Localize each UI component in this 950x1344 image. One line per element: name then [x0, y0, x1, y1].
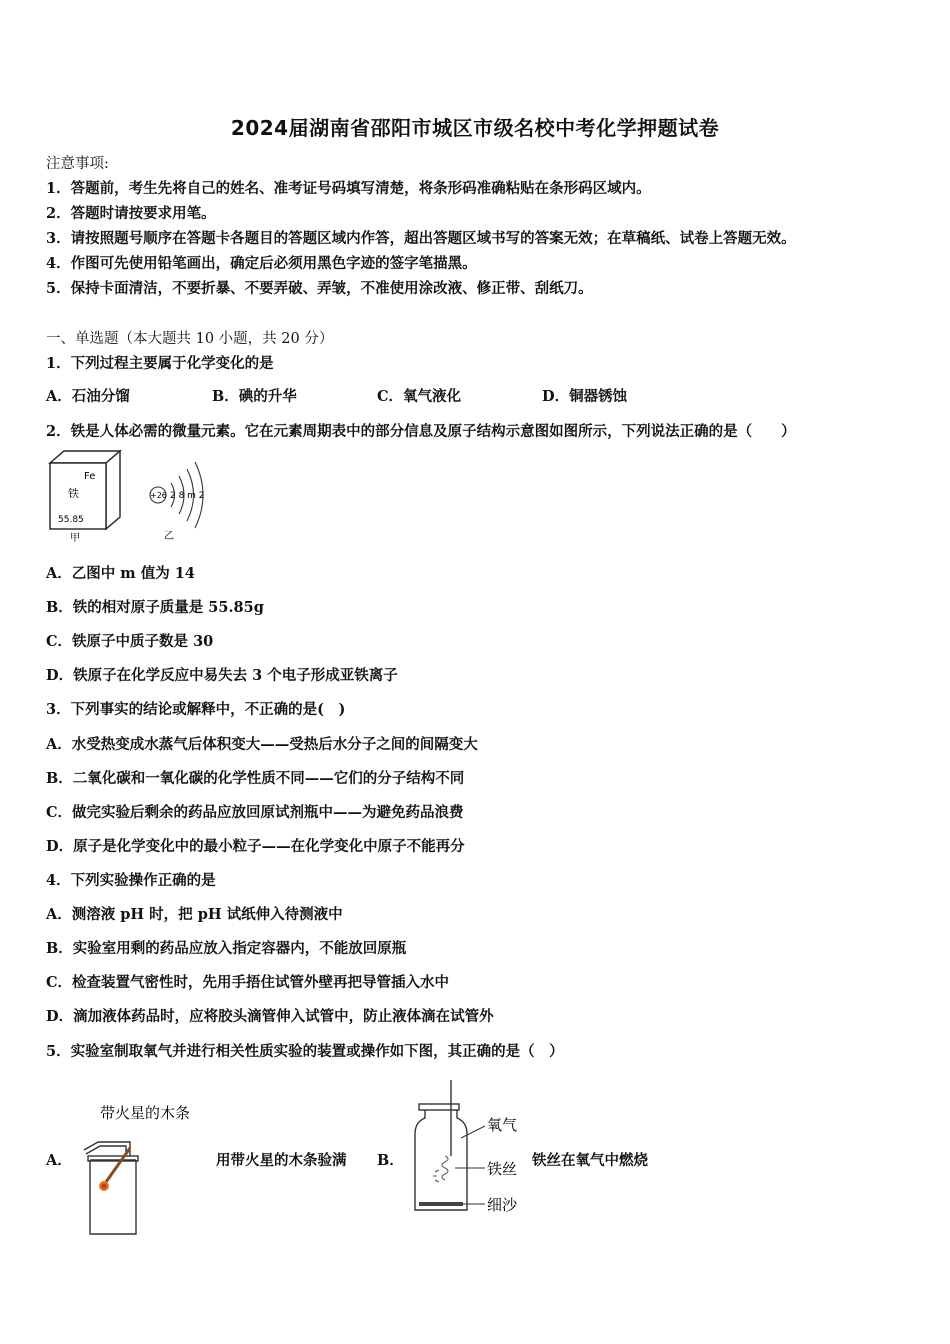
question-1-option-b: B．碘的升华 — [212, 388, 297, 405]
question-2-option-c: C．铁原子中质子数是 30 — [46, 633, 214, 650]
question-4-option-d: D．滴加液体药品时，应将胶头滴管伸入试管中，防止液体滴在试管外 — [46, 1008, 494, 1025]
shell-electrons: 2 8 m 2 — [170, 491, 205, 501]
iron-element-figure — [44, 447, 224, 545]
question-4-option-c: C．检查装置气密性时，先用手捂住试管外壁再把导管插入水中 — [46, 974, 450, 991]
question-5-option-b-text: 铁丝在氧气中燃烧 — [532, 1152, 648, 1169]
question-3-stem: 3．下列事实的结论或解释中，不正确的是( ) — [46, 701, 346, 718]
notice-item-4: 4．作图可先使用铅笔画出，确定后必须用黑色字迹的签字笔描黑。 — [46, 255, 477, 272]
question-3-option-a: A．水受热变成水蒸气后体积变大——受热后水分子之间的间隔变大 — [46, 736, 478, 753]
question-3-option-b: B．二氧化碳和一氧化碳的化学性质不同——它们的分子结构不同 — [46, 770, 465, 787]
notice-item-5: 5．保持卡面清洁，不要折暴、不要弄破、弄皱，不准使用涂改液、修正带、刮纸刀。 — [46, 280, 593, 297]
question-1-option-a: A．石油分馏 — [46, 388, 130, 405]
exam-title: 2024届湖南省邵阳市城区市级名校中考化学押题试卷 — [230, 116, 720, 140]
notice-item-3: 3．请按照题号顺序在答题卡各题目的答题区域内作答，超出答题区域书写的答案无效；在草稿纸、试卷上答题无效。 — [46, 230, 796, 247]
element-name: 铁 — [68, 487, 79, 500]
section-heading: 一、单选题（本大题共 10 小题，共 20 分） — [46, 331, 334, 347]
question-5-option-a-text: 用带火星的木条验满 — [216, 1152, 347, 1169]
question-3-option-d: D．原子是化学变化中的最小粒子——在化学变化中原子不能再分 — [46, 838, 465, 855]
question-4-stem: 4．下列实验操作正确的是 — [46, 872, 216, 889]
element-mass: 55.85 — [58, 515, 84, 525]
fine-sand-label: 细沙 — [487, 1196, 518, 1214]
notice-item-1: 1．答题前，考生先将自己的姓名、准考证号码填写清楚，将条形码准确粘贴在条形码区域内。 — [46, 180, 651, 197]
notice-heading: 注意事项: — [46, 156, 109, 172]
wooden-splint-label: 带火星的木条 — [100, 1104, 191, 1122]
notice-item-2: 2．答题时请按要求用笔。 — [46, 205, 216, 222]
gas-bottle-icon — [84, 1142, 138, 1234]
question-4-option-b: B．实验室用剩的药品应放入指定容器内，不能放回原瓶 — [46, 940, 407, 957]
glass-jar-icon — [415, 1080, 467, 1210]
question-2-stem: 2．铁是人体必需的微量元素。它在元素周期表中的部分信息及原子结构示意图如图所示，下列说法正确的是（ ） — [46, 423, 796, 440]
question-1-option-c: C．氧气液化 — [377, 388, 462, 405]
question-5-stem: 5．实验室制取氧气并进行相关性质实验的装置或操作如下图，其正确的是（ ） — [46, 1043, 564, 1060]
iron-wire-label: 铁丝 — [487, 1160, 518, 1178]
figure-label-jia: 甲 — [70, 533, 80, 544]
question-5-option-a-letter: A． — [46, 1152, 72, 1169]
question-2-option-a: A．乙图中 m 值为 14 — [46, 565, 195, 582]
figure-label-yi: 乙 — [164, 531, 174, 542]
question-3-option-c: C．做完实验后剩余的药品应放回原试剂瓶中——为避免药品浪费 — [46, 804, 464, 821]
iron-wire-coil-icon — [433, 1156, 448, 1182]
glowing-splint-icon — [99, 1148, 130, 1191]
question-1-option-d: D．铜器锈蚀 — [542, 388, 628, 405]
oxygen-full-test-figure — [76, 1098, 216, 1240]
question-1-stem: 1．下列过程主要属于化学变化的是 — [46, 355, 274, 372]
element-symbol: Fe — [84, 471, 96, 482]
question-4-option-a: A．测溶液 pH 时，把 pH 试纸伸入待测液中 — [46, 906, 343, 923]
iron-burning-figure — [405, 1076, 535, 1218]
label-leader-lines — [455, 1126, 485, 1204]
question-5-option-b-letter: B． — [377, 1152, 404, 1169]
oxygen-label: 氧气 — [487, 1116, 518, 1134]
nucleus-charge: +26 — [150, 491, 167, 500]
question-2-option-d: D．铁原子在化学反应中易失去 3 个电子形成亚铁离子 — [46, 667, 398, 684]
question-2-option-b: B．铁的相对原子质量是 55.85g — [46, 599, 264, 616]
sand-layer-icon — [419, 1202, 463, 1206]
